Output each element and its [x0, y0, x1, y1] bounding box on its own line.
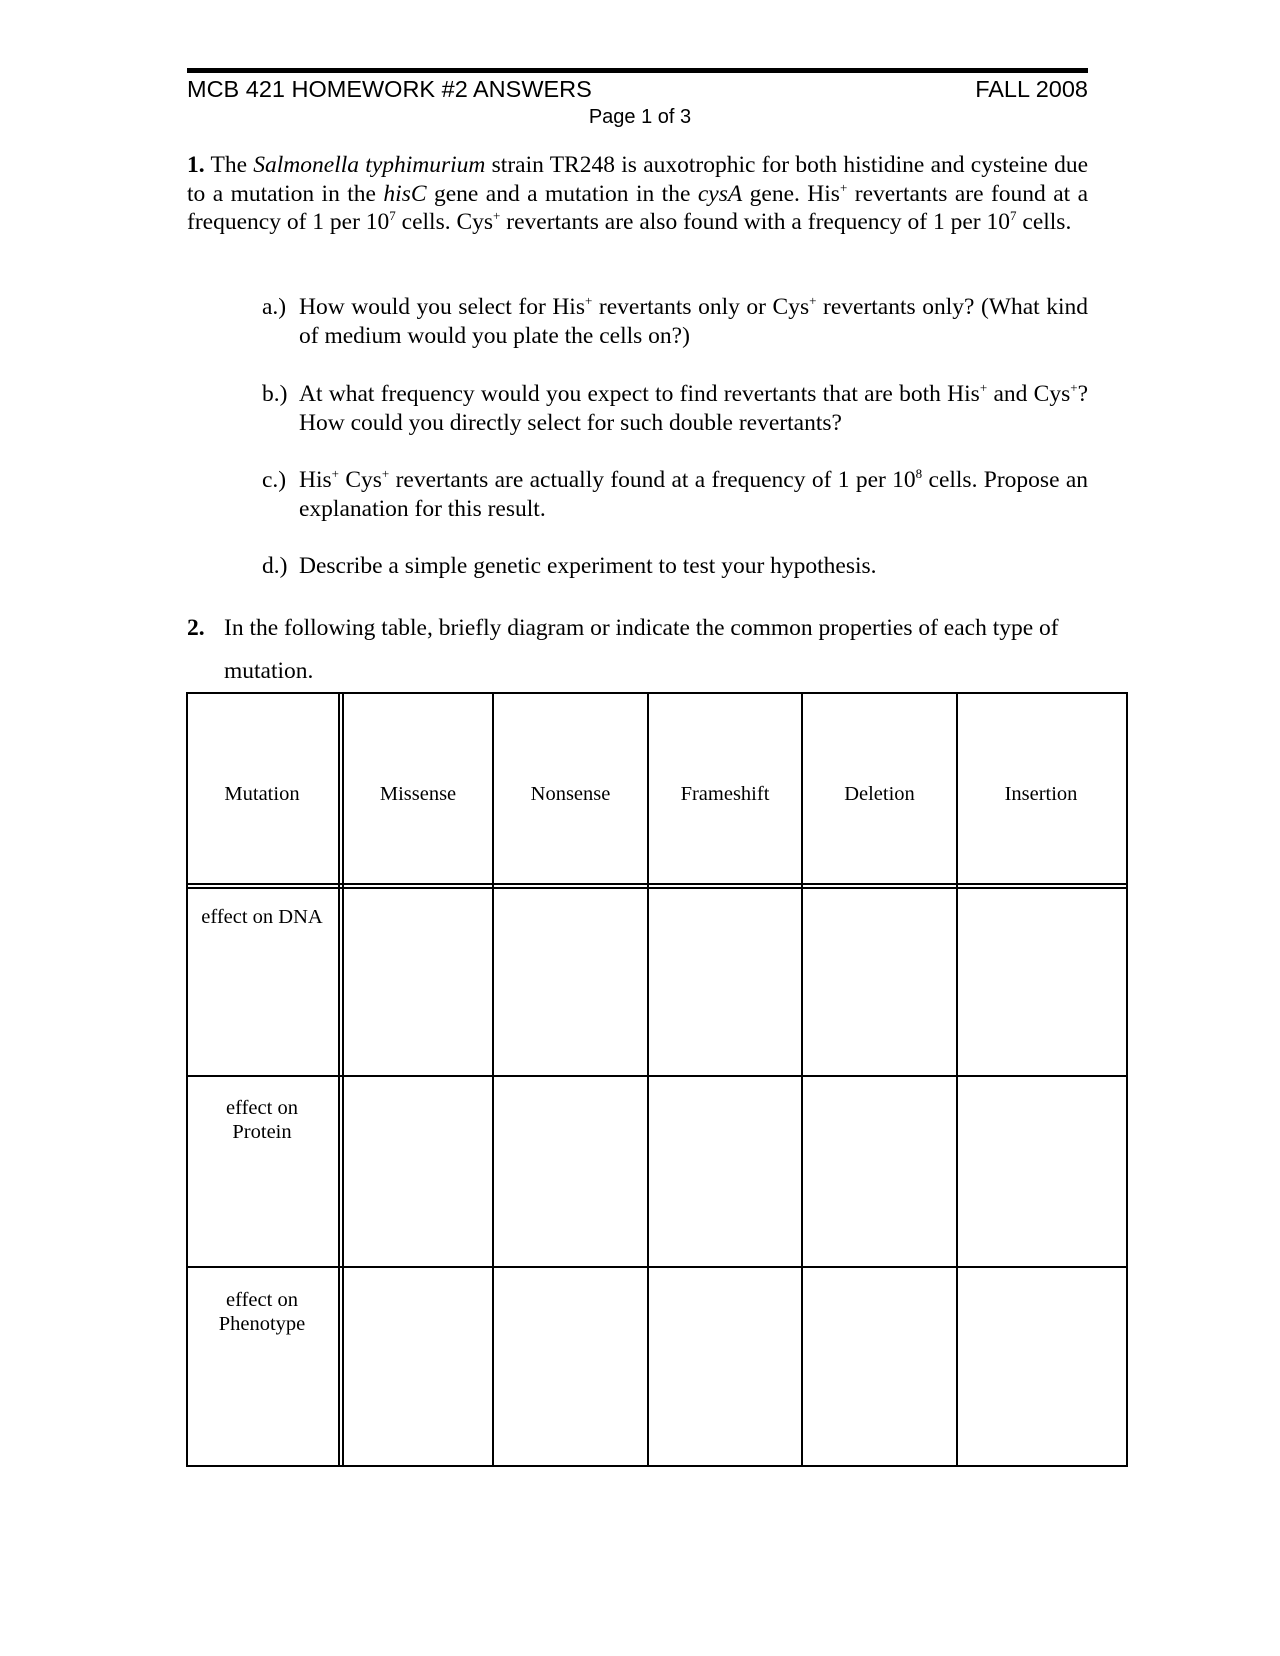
table-header-nonsense: Nonsense	[530, 783, 611, 805]
table-answer-cell[interactable]	[494, 1268, 647, 1463]
superscript-exponent: 8	[915, 466, 923, 481]
table-row-label	[186, 1096, 338, 1144]
part-a-text	[299, 293, 1088, 350]
question-1a	[262, 293, 1088, 350]
table-answer-cell[interactable]	[494, 889, 647, 1075]
course-title: MCB 421 HOMEWORK #2 ANSWERS	[187, 76, 592, 102]
header-rule	[187, 68, 1088, 73]
organism-name: Salmonella typhimurium	[253, 152, 486, 178]
table-answer-cell[interactable]	[344, 1268, 492, 1463]
part-label-a: a.)	[262, 294, 287, 320]
superscript-exponent: 7	[389, 208, 396, 223]
table-answer-cell[interactable]	[958, 889, 1124, 1075]
table-header-missense: Missense	[379, 783, 457, 805]
part-a-text-1: How would you select for His	[299, 294, 585, 320]
table-header-mutation: Mutation	[224, 783, 300, 805]
table-answer-cell[interactable]	[958, 1077, 1124, 1266]
part-c-text-4: cells. Propose an explanation for this result.	[299, 467, 1089, 522]
term-label: FALL 2008	[975, 76, 1088, 102]
part-b-text	[299, 380, 1088, 437]
superscript-plus: +	[493, 208, 501, 223]
table-answer-cell[interactable]	[494, 1077, 647, 1266]
superscript-plus: +	[584, 293, 593, 308]
part-d-text: Describe a simple genetic experiment to test your hypothesis.	[299, 553, 877, 579]
q1-text: revertants are also found with a frequency of 1 per 10	[506, 209, 1011, 235]
page-indicator	[0, 104, 1280, 130]
q1-text: The	[210, 152, 248, 178]
question-1	[187, 151, 1088, 237]
superscript-plus: +	[809, 293, 817, 308]
mutation-properties-table	[186, 692, 1128, 1467]
q1-text: revertants are found at a frequency of 1 per 10	[187, 180, 1089, 235]
table-answer-cell[interactable]	[803, 889, 956, 1075]
table-row-label-line: Protein	[232, 1121, 292, 1143]
superscript-plus: +	[839, 179, 848, 195]
table-row-label	[186, 905, 338, 929]
table-answer-cell[interactable]	[649, 889, 801, 1075]
q1-text: strain TR248 is auxotrophic for both histidine and cysteine due to a mutation in the	[187, 152, 1088, 207]
table-row-label-line: effect on DNA	[201, 906, 323, 928]
page-indicator-text: Page 1 of 3	[588, 106, 692, 128]
question-2-text: In the following table, briefly diagram or indicate the common properties of each type of mutation.	[224, 615, 1059, 684]
part-c-text-2: Cys	[345, 467, 382, 493]
part-c-text	[299, 466, 1088, 523]
q1-text: gene and a mutation in the	[433, 180, 691, 207]
table-row-label-line: effect on	[226, 1097, 298, 1119]
table-answer-cell[interactable]	[958, 1268, 1124, 1463]
question-1-number: 1.	[187, 152, 205, 178]
table-header-insertion: Insertion	[1004, 783, 1078, 805]
question-1b	[262, 380, 1088, 437]
part-c-text-3: revertants are actually found at a frequency of 1 per 10	[395, 467, 916, 493]
q1-text: cells. Cys	[401, 209, 494, 235]
question-1d	[262, 552, 1088, 581]
table-answer-cell[interactable]	[803, 1268, 956, 1463]
table-answer-cell[interactable]	[649, 1077, 801, 1266]
part-label-c: c.)	[262, 467, 287, 493]
part-a-text-3: revertants only? (What kind of medium would you plate the cells on?)	[299, 294, 1089, 349]
table-column-divider	[338, 692, 340, 1467]
question-2	[187, 607, 1088, 693]
question-1c	[262, 466, 1088, 523]
part-c-text-1: His	[299, 467, 332, 493]
table-answer-cell[interactable]	[803, 1077, 956, 1266]
table-answer-cell[interactable]	[649, 1268, 801, 1463]
part-b-text-2: and Cys	[993, 381, 1071, 407]
table-answer-cell[interactable]	[344, 1077, 492, 1266]
table-row-divider	[186, 883, 1128, 885]
table-answer-cell[interactable]	[344, 889, 492, 1075]
table-row-label-line: Phenotype	[218, 1313, 306, 1335]
superscript-exponent: 7	[1010, 208, 1017, 223]
q1-text: cells.	[1022, 209, 1072, 235]
question-2-number: 2.	[187, 615, 205, 641]
table-header-deletion: Deletion	[844, 783, 915, 805]
q1-text: gene. His	[749, 180, 840, 207]
gene-hisc: hisC	[383, 180, 427, 207]
table-header-frameshift: Frameshift	[680, 783, 770, 805]
part-label-b: b.)	[262, 381, 288, 407]
part-a-text-2: revertants only or Cys	[598, 294, 810, 320]
superscript-plus: +	[979, 380, 988, 395]
superscript-plus: +	[381, 466, 390, 481]
table-row-label	[186, 1288, 338, 1336]
gene-cysa: cysA	[697, 180, 743, 207]
part-b-text-1: At what frequency would you expect to find revertants that are both His	[299, 381, 980, 407]
table-row-label-line: effect on	[226, 1289, 298, 1311]
part-label-d: d.)	[262, 553, 288, 579]
superscript-plus: +	[331, 466, 339, 481]
superscript-plus: +	[1070, 380, 1078, 395]
part-b-text-3: ? How could you directly select for such double revertants?	[299, 381, 1089, 436]
